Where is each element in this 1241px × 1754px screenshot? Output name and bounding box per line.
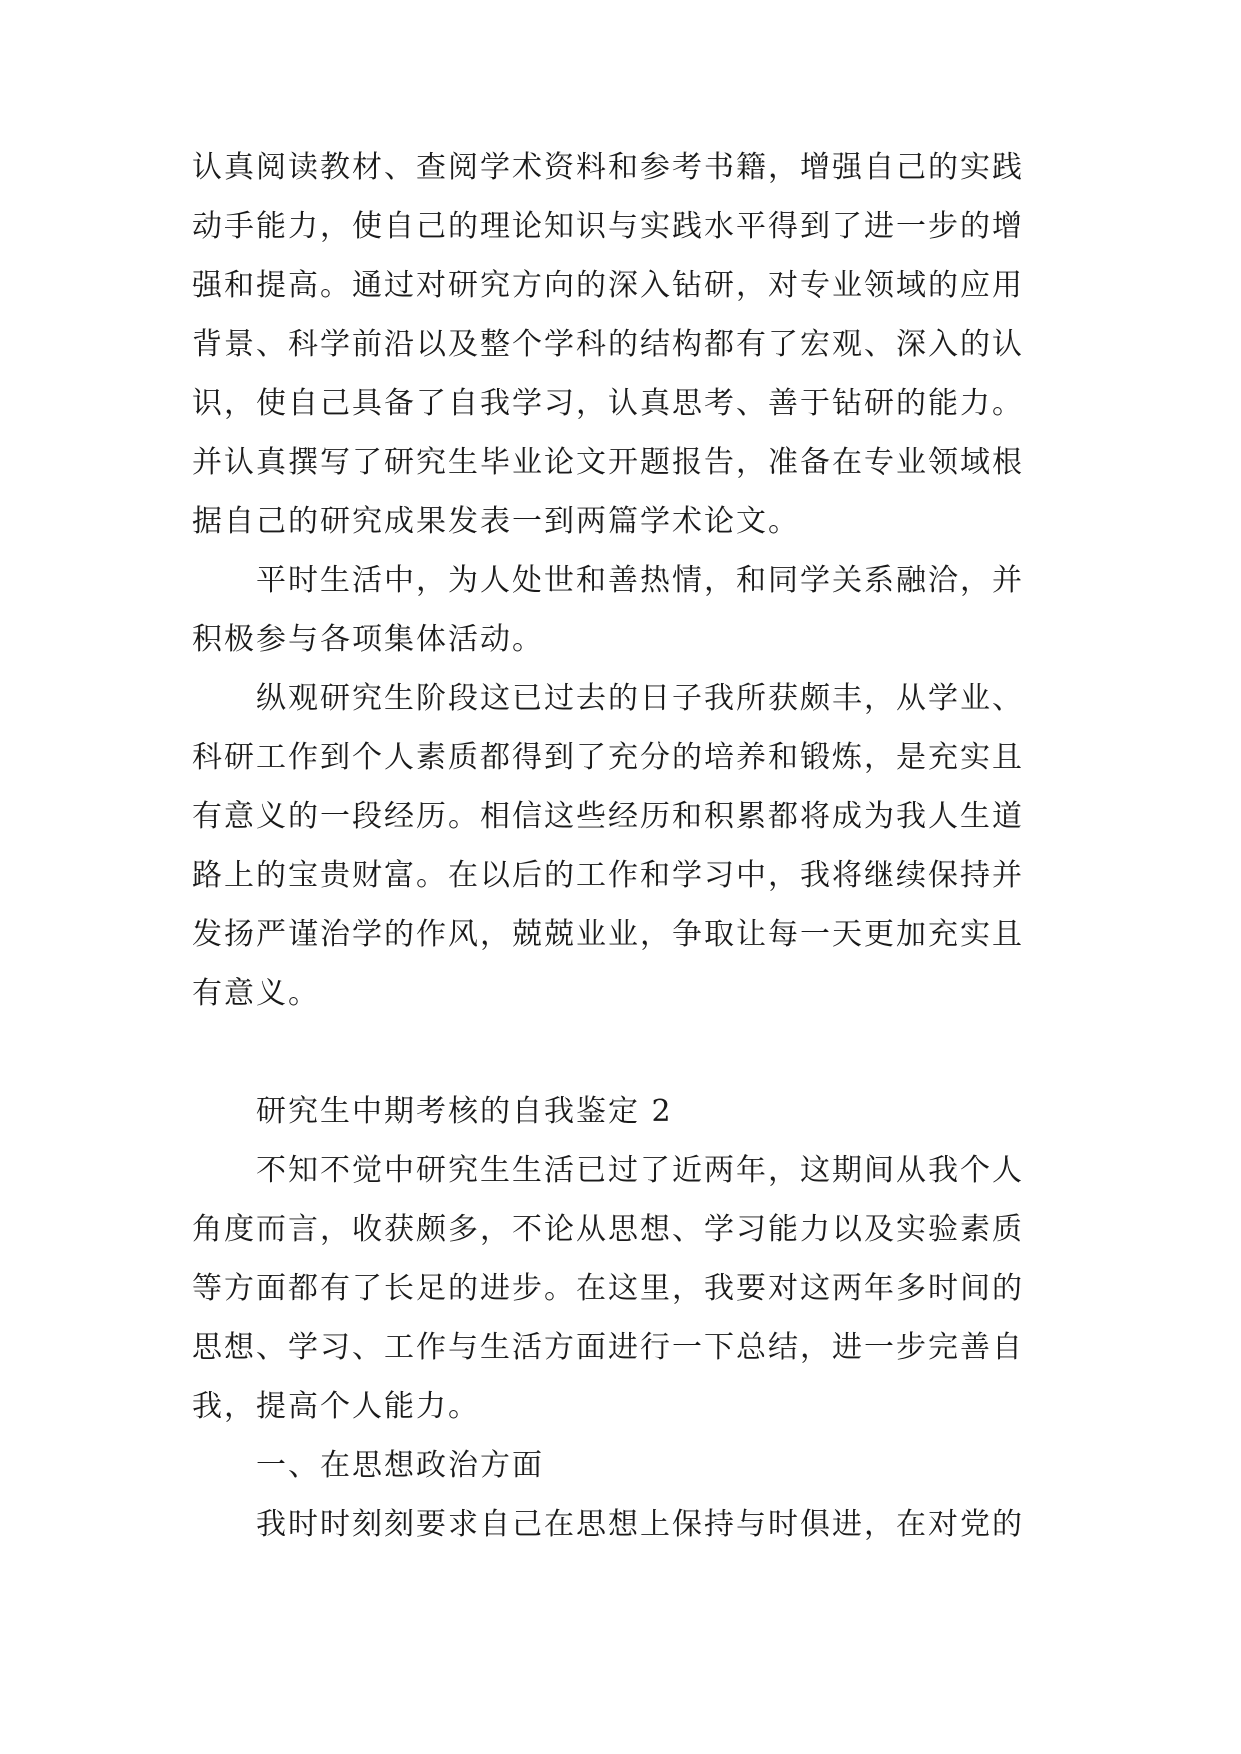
text-line: 据自己的研究成果发表一到两篇学术论文。 (192, 504, 800, 539)
text-line: 有意义。 (192, 976, 320, 1011)
text-line: 科研工作到个人素质都得到了充分的培养和锻炼，是充实且 (192, 740, 1024, 775)
text-line: 动手能力，使自己的理论知识与实践水平得到了进一步的增 (192, 209, 1024, 244)
text-line: 路上的宝贵财富。在以后的工作和学习中，我将继续保持并 (192, 858, 1024, 893)
text-line: 强和提高。通过对研究方向的深入钻研，对专业领域的应用 (192, 268, 1024, 303)
section-heading: 研究生中期考核的自我鉴定 2 (256, 1094, 673, 1129)
text-line: 识，使自己具备了自我学习，认真思考、善于钻研的能力。 (192, 386, 1024, 421)
text-line: 背景、科学前沿以及整个学科的结构都有了宏观、深入的认 (192, 327, 1024, 362)
text-line: 角度而言，收获颇多，不论从思想、学习能力以及实验素质 (192, 1212, 1024, 1247)
text-line: 积极参与各项集体活动。 (192, 622, 544, 657)
text-line: 思想、学习、工作与生活方面进行一下总结，进一步完善自 (192, 1330, 1024, 1365)
subsection-heading: 一、在思想政治方面 (256, 1448, 544, 1483)
text-line: 我时时刻刻要求自己在思想上保持与时俱进，在对党的 (256, 1507, 1024, 1542)
text-line: 发扬严谨治学的作风，兢兢业业，争取让每一天更加充实且 (192, 917, 1024, 952)
text-line: 等方面都有了长足的进步。在这里，我要对这两年多时间的 (192, 1271, 1024, 1306)
text-line: 有意义的一段经历。相信这些经历和积累都将成为我人生道 (192, 799, 1024, 834)
text-line: 并认真撰写了研究生毕业论文开题报告，准备在专业领域根 (192, 445, 1024, 480)
text-line: 不知不觉中研究生生活已过了近两年，这期间从我个人 (256, 1153, 1024, 1188)
text-line: 认真阅读教材、查阅学术资料和参考书籍，增强自己的实践 (192, 150, 1024, 185)
text-line: 我，提高个人能力。 (192, 1389, 480, 1424)
text-line: 平时生活中，为人处世和善热情，和同学关系融洽，并 (256, 563, 1024, 598)
text-line: 纵观研究生阶段这已过去的日子我所获颇丰，从学业、 (256, 681, 1024, 716)
